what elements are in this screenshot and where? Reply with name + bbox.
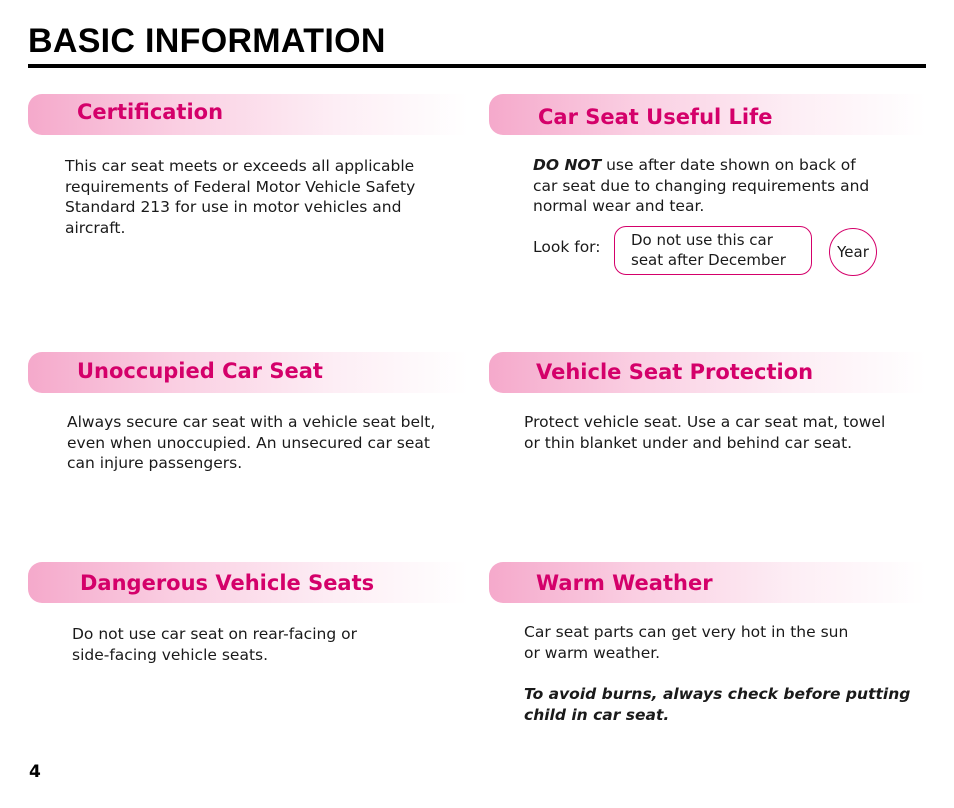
text-fragment: use after date shown on back of — [601, 156, 856, 174]
text-line: Car seat parts can get very hot in the sun — [524, 623, 849, 641]
expiration-label-box — [614, 226, 812, 275]
text-line: This car seat meets or exceeds all applicable — [65, 157, 415, 175]
useful-life-heading: Car Seat Useful Life — [538, 105, 773, 129]
unoccupied-text — [67, 412, 435, 474]
text-line: even when unoccupied. An unsecured car seat — [67, 433, 430, 452]
dangerous-seats-text — [72, 624, 357, 665]
text-line: child in car seat. — [524, 705, 670, 724]
certification-text — [65, 156, 415, 238]
warm-weather-warning — [524, 684, 910, 725]
warm-weather-text — [524, 622, 848, 663]
dangerous-seats-heading: Dangerous Vehicle Seats — [80, 571, 375, 595]
text-line: car seat due to changing requirements and — [533, 176, 870, 195]
text-line: or warm weather. — [524, 643, 661, 662]
certification-heading: Certification — [77, 100, 224, 124]
year-circle — [829, 228, 877, 276]
text-line — [533, 155, 869, 176]
title-rule — [28, 64, 926, 68]
text-line: Always secure car seat with a vehicle seat belt, — [67, 413, 436, 431]
unoccupied-heading: Unoccupied Car Seat — [77, 359, 323, 383]
text-line: To avoid burns, always check before putting — [524, 685, 911, 703]
text-line: requirements of Federal Motor Vehicle Safety — [65, 177, 416, 196]
text-line: Protect vehicle seat. Use a car seat mat, towel — [524, 413, 886, 431]
box-line: Do not use this car — [631, 231, 773, 249]
text-line: Standard 213 for use in motor vehicles and — [65, 198, 402, 216]
text-line: side-facing vehicle seats. — [72, 645, 269, 664]
box-line: seat after December — [631, 251, 786, 269]
useful-life-text — [533, 155, 869, 217]
page-number: 4 — [29, 762, 41, 782]
text-line: Do not use car seat on rear-facing or — [72, 625, 357, 643]
text-line: aircraft. — [65, 218, 126, 237]
text-line: can injure passengers. — [67, 454, 243, 472]
seat-protection-heading: Vehicle Seat Protection — [536, 360, 814, 384]
seat-protection-text — [524, 412, 885, 453]
page-title: BASIC INFORMATION — [28, 22, 386, 60]
text-line: normal wear and tear. — [533, 197, 705, 215]
year-label: Year — [837, 243, 869, 261]
do-not-emphasis: DO NOT — [533, 156, 602, 174]
look-for-label: Look for: — [533, 238, 601, 256]
warm-weather-heading: Warm Weather — [536, 571, 713, 595]
text-line: or thin blanket under and behind car seat. — [524, 433, 853, 452]
